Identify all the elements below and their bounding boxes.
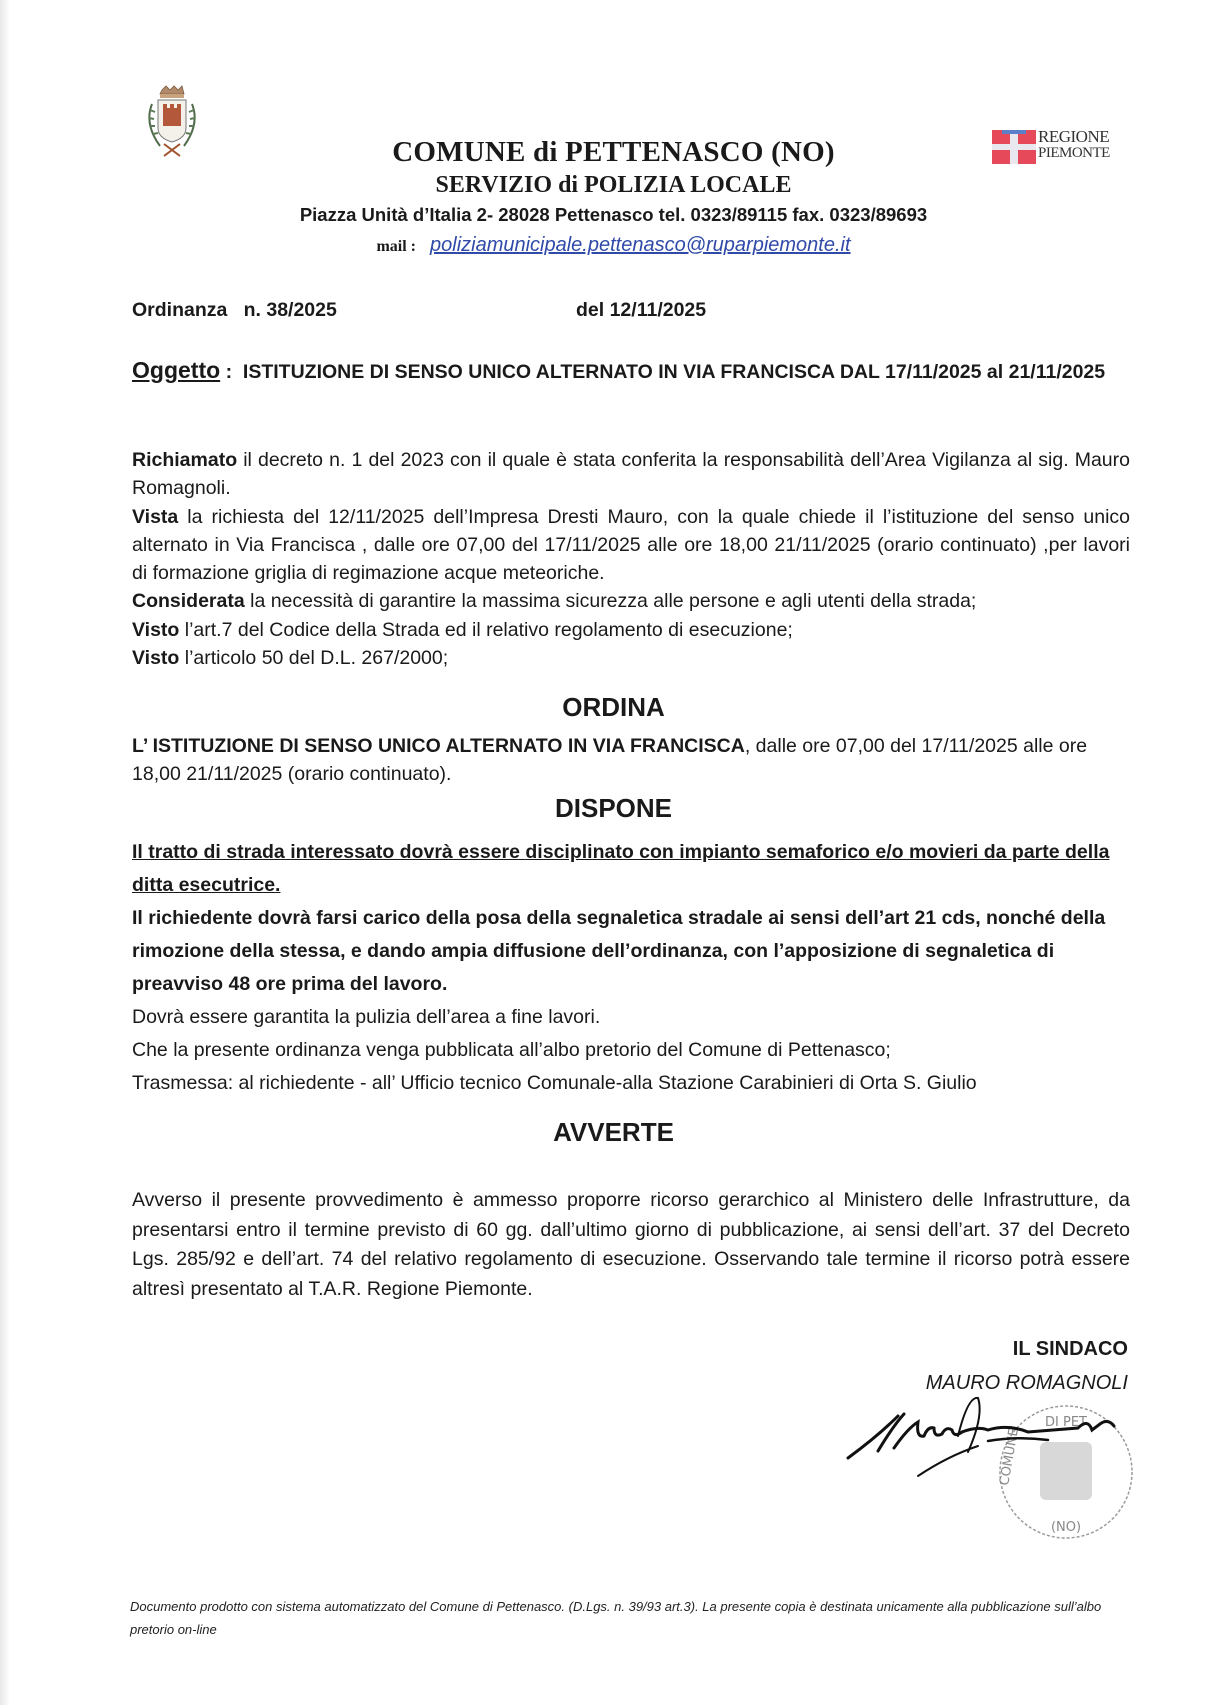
recital-lead: Considerata <box>132 590 245 613</box>
recital-item <box>132 616 1130 644</box>
official-stamp-icon <box>997 1406 1132 1538</box>
dispone-line: Dovrà essere garantita la pulizia dell’area a fine lavori. <box>132 1006 601 1028</box>
recital-lead: Visto <box>132 647 180 670</box>
svg-text:DI PET: DI PET <box>1045 1415 1087 1430</box>
signatory-title: IL SINDACO <box>1012 1338 1128 1360</box>
municipality-title: COMUNE di PETTENASCO (NO) <box>392 136 835 168</box>
ordina-lead: L’ ISTITUZIONE DI SENSO UNICO ALTERNATO IN VIA FRANCISCA <box>132 735 745 757</box>
recital-item <box>132 644 1130 672</box>
recital-item <box>132 503 1130 588</box>
subject-separator: : <box>220 361 243 383</box>
region-line-2: PIEMONTE <box>1038 145 1110 161</box>
heading-avverte: AVVERTE <box>553 1117 674 1147</box>
ordinance-date: del 12/11/2025 <box>576 299 707 321</box>
ordina-body <box>132 732 1130 788</box>
mail-link[interactable]: poliziamunicipale.pettenasco@ruparpiemonte.it <box>430 234 851 256</box>
svg-text:COMUNE: COMUNE <box>997 1426 1023 1487</box>
dispone-line: Che la presente ordinanza venga pubblicata all’albo pretorio del Comune di Pettenasco; <box>132 1039 891 1061</box>
recital-item <box>132 587 1130 615</box>
signatory-name: MAURO ROMAGNOLI <box>925 1372 1128 1394</box>
dispone-line: Trasmessa: al richiedente - all’ Ufficio tecnico Comunale-alla Stazione Carabinieri di Orta S. Giulio <box>132 1072 977 1094</box>
recital-text: l’articolo 50 del D.L. 267/2000; <box>179 647 449 670</box>
avverte-body: Avverso il presente provvedimento è ammesso proporre ricorso gerarchico al Ministero delle Infrastrutture, da presentarsi entro il termine previsto di 60 gg. dall’ultimo giorno di pubblicazione, ai sensi dell’art. 37 del Decreto Lgs. 285/92 e dell’art. 74 del relativo regolamento di esecuzione. Osservando tale termine il ricorso potrà essere altresì presentato al T.A.R. Regione Piemonte. <box>132 1189 1130 1300</box>
contact-address: Piazza Unità d’Italia 2- 28028 Pettenasco tel. 0323/89115 fax. 0323/89693 <box>299 204 928 225</box>
contact-mail <box>0 234 1227 257</box>
subject-label: Oggetto <box>132 357 221 383</box>
heading-dispone: DISPONE <box>554 793 673 823</box>
dispone-bold: Il richiedente dovrà farsi carico della posa della segnaletica stradale ai sensi dell’art 21 cds, nonché della rimozione della stessa, e dando ampia diffusione dell’ordinanza, con l’apposizione di segnaletica di preavviso 48 ore prima del lavoro. <box>132 907 1106 995</box>
recital-lead: Vista <box>132 505 179 528</box>
dispone-body <box>132 836 1130 1100</box>
signature-and-stamp <box>838 1396 1158 1566</box>
heading-ordina: ORDINA <box>562 692 665 722</box>
recital-text: la richiesta del 12/11/2025 dell’Impresa Dresti Mauro, con la quale chiede il l’istituzione del senso unico alternato in Via Francisca , dalle ore 07,00 del 17/11/2025 alle ore 18,00 21/11/2025 (orario continuato) ,per lavori di formazione griglia di regimazione acque meteoriche. <box>132 505 1130 585</box>
department-subtitle: SERVIZIO di POLIZIA LOCALE <box>435 172 792 198</box>
ordina-text: , dalle ore 07,00 del 17/11/2025 alle ore 18,00 21/11/2025 (orario continuato). <box>132 735 1088 785</box>
ordinance-number-row <box>132 296 1130 324</box>
mail-label: mail : <box>376 238 416 255</box>
subject-text: ISTITUZIONE DI SENSO UNICO ALTERNATO IN VIA FRANCISCA DAL 17/11/2025 al 21/11/2025 <box>242 361 1106 383</box>
stamp-bottom-text: (NO) <box>1050 1520 1082 1535</box>
recital-item <box>132 446 1130 503</box>
recital-text: l’art.7 del Codice della Strada ed il relativo regolamento di esecuzione; <box>179 618 793 641</box>
recitals <box>132 446 1130 672</box>
ordinance-number: Ordinanza n. 38/2025 <box>132 299 337 321</box>
recital-text: il decreto n. 1 del 2023 con il quale è stata conferita la responsabilità dell’Area Vigilanza al sig. Mauro Romagnoli. <box>132 449 1130 500</box>
ordinance-subject <box>132 352 1130 390</box>
region-line-1: REGIONE <box>1038 127 1110 146</box>
recital-lead: Richiamato <box>132 449 238 471</box>
recital-lead: Visto <box>132 618 180 641</box>
footer-disclaimer: Documento prodotto con sistema automatizzato del Comune di Pettenasco. (D.Lgs. n. 39/93 art.3). La presente copia è destinata unicamente alla pubblicazione sull’albo pretorio on-line <box>130 1599 1102 1637</box>
dispone-underlined: Il tratto di strada interessato dovrà essere disciplinato con impianto semaforico e/o movieri da parte della ditta esecutrice. <box>132 841 1110 896</box>
recital-text: la necessità di garantire la massima sicurezza alle persone e agli utenti della strada; <box>244 590 977 613</box>
